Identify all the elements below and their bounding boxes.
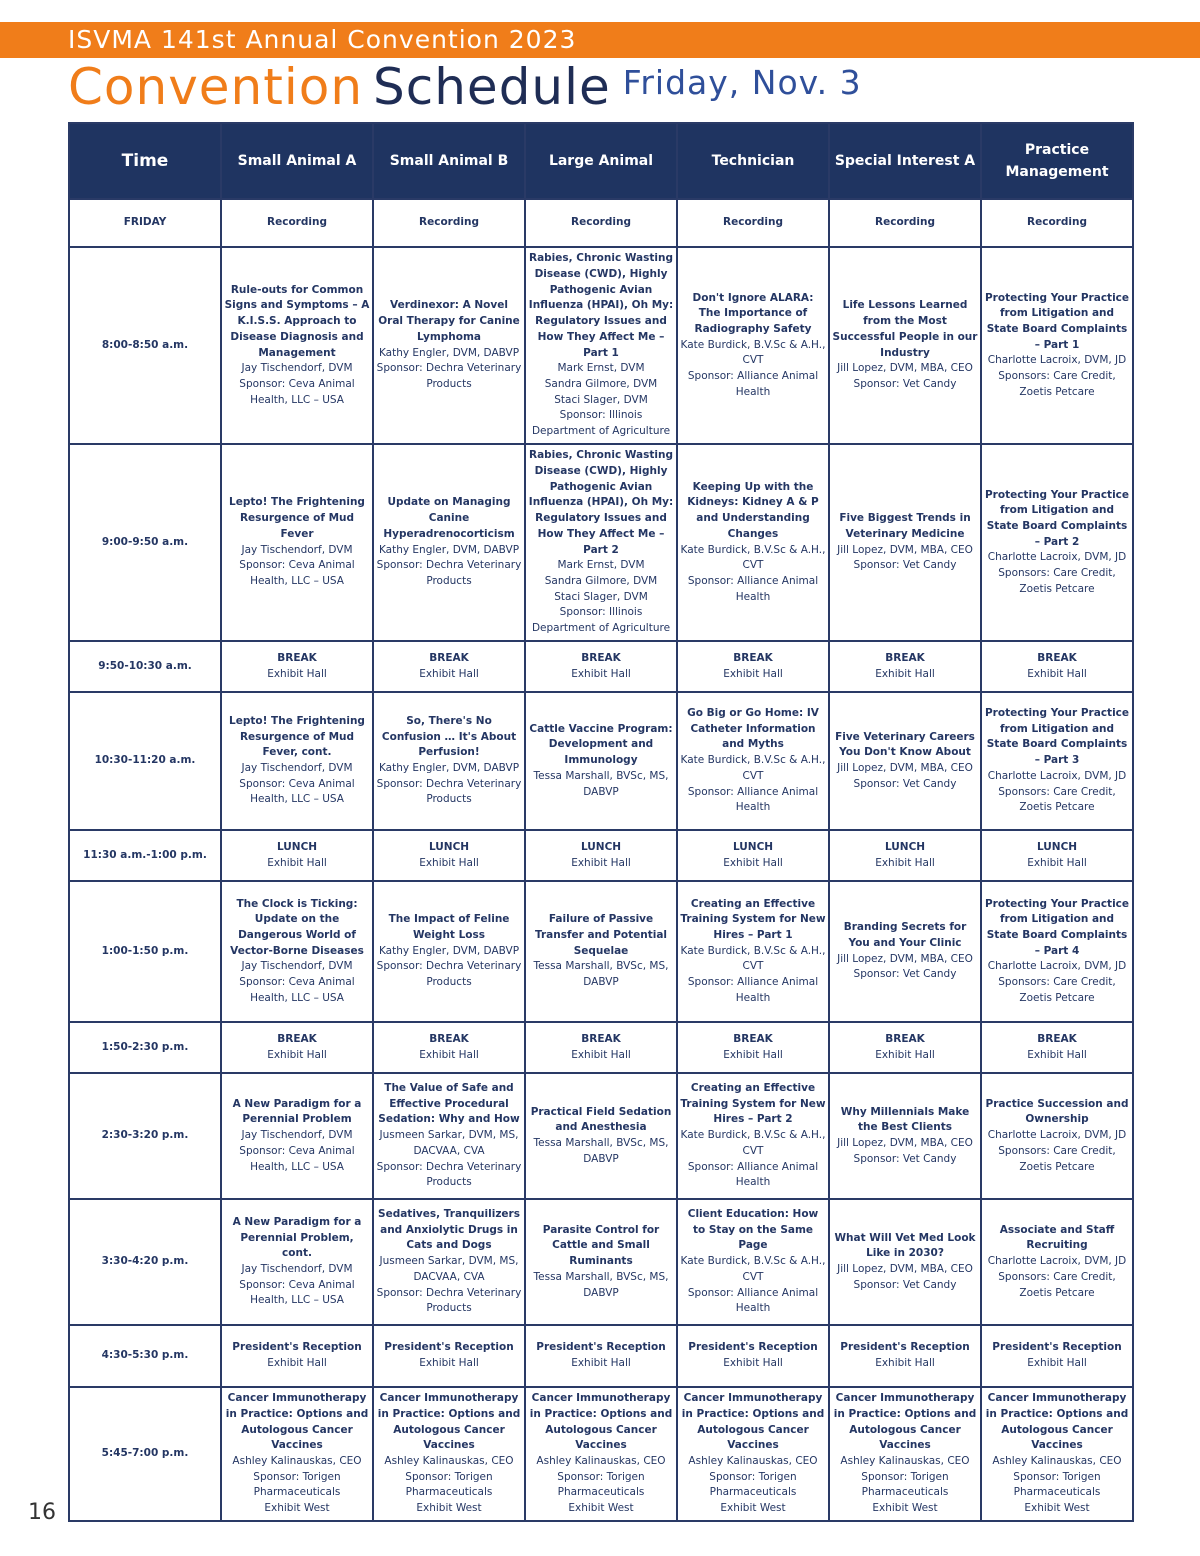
session-title: Go Big or Go Home: IV Catheter Information and Myths xyxy=(687,707,819,751)
table-row xyxy=(69,1387,1133,1521)
session-title: Creating an Effective Training System for New Hires – Part 2 xyxy=(680,1082,826,1126)
session-detail: Sponsors: Care Credit, Zoetis Petcare xyxy=(998,370,1116,398)
break-cell xyxy=(221,1022,373,1073)
break-cell xyxy=(525,830,677,881)
session-detail: Sponsor: Torigen Pharmaceuticals xyxy=(253,1470,341,1499)
session-detail: Exhibit Hall xyxy=(419,856,479,869)
session-detail: Exhibit Hall xyxy=(875,1048,935,1061)
session-title: President's Reception xyxy=(536,1341,666,1354)
session-cell xyxy=(373,692,525,830)
table-row xyxy=(69,1073,1133,1199)
page-number: 16 xyxy=(28,1500,56,1525)
session-cell xyxy=(221,881,373,1022)
session-detail: Exhibit West xyxy=(416,1502,482,1515)
session-detail: Jill Lopez, DVM, MBA, CEO xyxy=(837,543,973,556)
session-detail: Kate Burdick, B.V.Sc & A.H., CVT xyxy=(680,944,826,973)
session-detail: Sponsor: Dechra Veterinary Products xyxy=(376,777,522,806)
session-title: Cancer Immunotherapy in Practice: Options and Autologous Cancer Vaccines xyxy=(681,1392,825,1452)
session-detail: Ashley Kalinauskas, CEO xyxy=(232,1455,362,1467)
table-row xyxy=(69,1022,1133,1073)
session-detail: Sponsor: Ceva Animal Health, LLC – USA xyxy=(239,1278,355,1307)
session-cell xyxy=(677,881,829,1022)
session-detail: Exhibit Hall xyxy=(723,667,783,680)
session-detail: Sponsor: Vet Candy xyxy=(853,968,957,981)
break-cell xyxy=(221,1325,373,1387)
break-cell xyxy=(525,1325,677,1387)
session-title: BREAK xyxy=(1037,651,1077,664)
session-detail: Ashley Kalinauskas, CEO xyxy=(688,1455,818,1467)
session-detail: Kate Burdick, B.V.Sc & A.H., CVT xyxy=(680,1255,826,1283)
session-detail: Exhibit Hall xyxy=(267,856,327,869)
session-title: Client Education: How to Stay on the Same Page xyxy=(687,1208,819,1252)
session-cell xyxy=(525,1199,677,1325)
session-title: LUNCH xyxy=(428,840,470,853)
session-cell xyxy=(221,444,373,641)
session-detail: Sponsor: Alliance Animal Health xyxy=(687,1160,819,1189)
column-header: Special Interest A xyxy=(829,123,981,199)
break-cell xyxy=(981,1022,1133,1073)
session-detail: Sponsor: Torigen Pharmaceuticals xyxy=(557,1470,645,1499)
session-detail: Sponsor: Ceva Animal Health, LLC – USA xyxy=(239,777,355,806)
session-detail: Jay Tischendorf, DVM xyxy=(241,1263,353,1275)
session-detail: Sponsor: Torigen Pharmaceuticals xyxy=(709,1470,797,1499)
break-cell xyxy=(829,830,981,881)
session-cell xyxy=(677,1073,829,1199)
session-cell xyxy=(677,692,829,830)
time-cell: 8:00-8:50 a.m. xyxy=(69,247,221,444)
session-title: President's Reception xyxy=(688,1341,818,1354)
session-cell xyxy=(981,881,1133,1022)
session-detail: Jill Lopez, DVM, MBA, CEO xyxy=(837,1263,973,1275)
session-title: Verdinexor: A Novel Oral Therapy for Canine Lymphoma xyxy=(378,299,520,343)
session-title: Rabies, Chronic Wasting Disease (CWD), Highly Pathogenic Avian Influenza (HPAI), Oh My: Regulatory Issues and How They Affect Me – Part 1 xyxy=(528,252,674,359)
session-title: The Clock is Ticking: Update on the Dangerous World of Vector-Borne Diseases xyxy=(230,897,364,957)
session-title: Protecting Your Practice from Litigation and State Board Complaints – Part 1 xyxy=(984,291,1130,351)
session-cell xyxy=(981,692,1133,830)
break-cell xyxy=(829,1325,981,1387)
session-cell xyxy=(221,1073,373,1199)
session-detail: Sponsor: Ceva Animal Health, LLC – USA xyxy=(239,1144,355,1173)
session-detail: Sponsor: Dechra Veterinary Products xyxy=(376,559,522,587)
session-title: BREAK xyxy=(277,651,317,664)
session-detail: Kate Burdick, B.V.Sc & A.H., CVT xyxy=(680,754,826,782)
session-cell xyxy=(525,1387,677,1521)
session-cell xyxy=(373,247,525,444)
session-detail: Exhibit Hall xyxy=(875,1357,935,1369)
session-detail: Kathy Engler, DVM, DABVP xyxy=(378,762,520,774)
session-title: BREAK xyxy=(1037,1032,1077,1045)
break-cell xyxy=(373,830,525,881)
session-title: Protecting Your Practice from Litigation and State Board Complaints – Part 4 xyxy=(984,897,1130,957)
title-day: Friday, Nov. 3 xyxy=(622,63,862,102)
session-detail: Charlotte Lacroix, DVM, JD xyxy=(987,960,1127,973)
session-cell xyxy=(525,881,677,1022)
session-detail: Sponsor: Alliance Animal Health xyxy=(687,574,819,603)
session-cell xyxy=(677,1387,829,1521)
session-detail: Jay Tischendorf, DVM xyxy=(241,762,353,774)
session-cell xyxy=(221,247,373,444)
session-title: President's Reception xyxy=(840,1341,970,1354)
session-title: LUNCH xyxy=(580,840,622,853)
session-cell xyxy=(677,247,829,444)
session-cell xyxy=(829,692,981,830)
session-detail: Sponsor: Dechra Veterinary Products xyxy=(376,960,522,989)
session-title: BREAK xyxy=(429,651,469,664)
session-title: Why Millennials Make the Best Clients xyxy=(840,1105,970,1134)
session-detail: Exhibit West xyxy=(872,1502,938,1515)
break-cell xyxy=(677,641,829,692)
session-title: Cancer Immunotherapy in Practice: Options and Autologous Cancer Vaccines xyxy=(833,1392,977,1452)
column-header-time: Time xyxy=(69,123,221,199)
session-cell xyxy=(981,444,1133,641)
session-detail: Sponsor: Torigen Pharmaceuticals xyxy=(1013,1470,1101,1499)
session-detail: Charlotte Lacroix, DVM, JD xyxy=(987,769,1127,782)
break-cell xyxy=(677,830,829,881)
session-detail: Sponsor: Illinois Department of Agriculture xyxy=(531,606,671,635)
session-cell xyxy=(221,692,373,830)
session-title: Associate and Staff Recruiting xyxy=(999,1223,1115,1252)
session-title: A New Paradigm for a Perennial Problem, cont. xyxy=(232,1215,362,1260)
session-title: LUNCH xyxy=(1036,840,1078,853)
column-header: Large Animal xyxy=(525,123,677,199)
session-detail: Sponsor: Illinois Department of Agriculture xyxy=(531,409,671,438)
session-title: Five Veterinary Careers You Don't Know About xyxy=(835,730,975,759)
time-cell: 1:00-1:50 p.m. xyxy=(69,881,221,1022)
session-title: Don't Ignore ALARA: The Importance of Radiography Safety xyxy=(692,291,814,335)
recording-cell: Recording xyxy=(981,199,1133,247)
break-cell xyxy=(221,641,373,692)
session-detail: Kate Burdick, B.V.Sc & A.H., CVT xyxy=(680,543,826,572)
page-title xyxy=(68,58,862,116)
column-header: Practice Management xyxy=(981,123,1133,199)
session-title: The Value of Safe and Effective Procedural Sedation: Why and How xyxy=(378,1082,520,1126)
session-detail: Exhibit Hall xyxy=(1027,1357,1087,1369)
break-cell xyxy=(981,830,1133,881)
session-detail: Ashley Kalinauskas, CEO xyxy=(536,1455,666,1467)
session-title: A New Paradigm for a Perennial Problem xyxy=(232,1097,362,1126)
session-detail: Mark Ernst, DVM xyxy=(557,559,645,572)
session-detail: Exhibit Hall xyxy=(723,1048,783,1061)
session-title: BREAK xyxy=(429,1032,469,1045)
session-detail: Kathy Engler, DVM, DABVP xyxy=(378,543,520,556)
session-detail: Tessa Marshall, BVSc, MS, DABVP xyxy=(533,769,669,798)
session-detail: Exhibit Hall xyxy=(571,856,631,869)
session-detail: Exhibit Hall xyxy=(723,1357,783,1369)
table-row xyxy=(69,247,1133,444)
table-row xyxy=(69,692,1133,830)
session-detail: Sponsor: Vet Candy xyxy=(853,1278,957,1291)
session-title: Lepto! The Frightening Resurgence of Mud Fever xyxy=(229,496,365,540)
session-detail: Jusmeen Sarkar, DVM, MS, DACVAA, CVA xyxy=(379,1129,519,1157)
session-cell xyxy=(525,1073,677,1199)
session-detail: Charlotte Lacroix, DVM, JD xyxy=(987,551,1127,564)
time-cell: 4:30-5:30 p.m. xyxy=(69,1325,221,1387)
session-detail: Sandra Gilmore, DVM xyxy=(544,574,658,587)
session-detail: Tessa Marshall, BVSc, MS, DABVP xyxy=(533,1270,669,1299)
session-title: So, There's No Confusion … It's About Perfusion! xyxy=(381,714,517,759)
time-cell: 3:30-4:20 p.m. xyxy=(69,1199,221,1325)
title-word-convention: Convention xyxy=(68,58,364,116)
session-cell xyxy=(373,444,525,641)
session-detail: Sponsor: Dechra Veterinary Products xyxy=(376,1286,522,1315)
session-title: What Will Vet Med Look Like in 2030? xyxy=(834,1231,976,1260)
session-detail: Jill Lopez, DVM, MBA, CEO xyxy=(837,1137,973,1149)
session-detail: Exhibit West xyxy=(1024,1502,1090,1515)
session-detail: Exhibit West xyxy=(720,1502,786,1515)
recording-cell: Recording xyxy=(829,199,981,247)
session-detail: Sponsor: Alliance Animal Health xyxy=(687,976,819,1004)
session-detail: Exhibit Hall xyxy=(571,1048,631,1061)
session-title: Rabies, Chronic Wasting Disease (CWD), Highly Pathogenic Avian Influenza (HPAI), Oh My: Regulatory Issues and How They Affect Me – Part 2 xyxy=(528,449,674,556)
session-detail: Exhibit Hall xyxy=(267,667,327,680)
session-title: President's Reception xyxy=(992,1341,1122,1354)
session-title: Rule-outs for Common Signs and Symptoms – A K.I.S.S. Approach to Disease Diagnosis and Management xyxy=(224,283,370,359)
table-row xyxy=(69,1199,1133,1325)
session-detail: Exhibit Hall xyxy=(875,856,935,869)
session-title: Life Lessons Learned from the Most Successful People in our Industry xyxy=(832,299,978,359)
session-cell xyxy=(373,1073,525,1199)
session-title: President's Reception xyxy=(384,1341,514,1354)
recording-cell: Recording xyxy=(221,199,373,247)
session-detail: Sponsor: Vet Candy xyxy=(853,377,957,390)
session-detail: Ashley Kalinauskas, CEO xyxy=(384,1455,514,1467)
session-detail: Sponsor: Dechra Veterinary Products xyxy=(376,362,522,390)
session-detail: Charlotte Lacroix, DVM, JD xyxy=(987,1129,1127,1142)
session-detail: Sponsors: Care Credit, Zoetis Petcare xyxy=(998,1270,1116,1299)
session-detail: Sponsors: Care Credit, Zoetis Petcare xyxy=(998,785,1116,814)
session-title: LUNCH xyxy=(276,840,318,853)
session-detail: Charlotte Lacroix, DVM, JD xyxy=(987,1255,1127,1268)
session-cell xyxy=(829,881,981,1022)
session-title: Keeping Up with the Kidneys: Kidney A & P and Understanding Changes xyxy=(687,480,819,540)
session-detail: Staci Slager, DVM xyxy=(554,393,648,406)
session-detail: Exhibit Hall xyxy=(419,1357,479,1369)
time-cell: 11:30 a.m.-1:00 p.m. xyxy=(69,830,221,881)
session-title: Cancer Immunotherapy in Practice: Options and Autologous Cancer Vaccines xyxy=(985,1392,1129,1452)
session-title: LUNCH xyxy=(884,840,926,853)
column-header: Technician xyxy=(677,123,829,199)
session-cell xyxy=(829,444,981,641)
session-title: President's Reception xyxy=(232,1341,362,1354)
session-title: BREAK xyxy=(277,1032,317,1045)
session-detail: Sponsor: Dechra Veterinary Products xyxy=(376,1160,522,1189)
session-cell xyxy=(221,1387,373,1521)
session-detail: Tessa Marshall, BVSc, MS, DABVP xyxy=(533,960,669,989)
break-cell xyxy=(373,641,525,692)
session-detail: Exhibit Hall xyxy=(571,667,631,680)
time-cell: 10:30-11:20 a.m. xyxy=(69,692,221,830)
session-detail: Sponsors: Care Credit, Zoetis Petcare xyxy=(998,567,1116,595)
session-detail: Jill Lopez, DVM, MBA, CEO xyxy=(837,952,973,965)
session-detail: Exhibit Hall xyxy=(419,667,479,680)
session-detail: Kate Burdick, B.V.Sc & A.H., CVT xyxy=(680,338,826,367)
session-title: BREAK xyxy=(885,1032,925,1045)
session-detail: Exhibit Hall xyxy=(419,1048,479,1061)
session-detail: Staci Slager, DVM xyxy=(554,590,648,603)
schedule-table xyxy=(68,122,1134,1522)
recording-cell: Recording xyxy=(373,199,525,247)
break-cell xyxy=(829,1022,981,1073)
session-detail: Sponsor: Alliance Animal Health xyxy=(687,785,819,814)
session-cell xyxy=(373,1387,525,1521)
session-title: Parasite Control for Cattle and Small Ruminants xyxy=(542,1223,660,1268)
session-title: Update on Managing Canine Hyperadrenocorticism xyxy=(383,496,515,540)
schedule-body xyxy=(69,199,1133,1521)
session-detail: Exhibit Hall xyxy=(1027,1048,1087,1061)
session-detail: Sponsor: Alliance Animal Health xyxy=(687,370,819,398)
session-title: Protecting Your Practice from Litigation and State Board Complaints – Part 3 xyxy=(984,707,1130,767)
session-detail: Exhibit West xyxy=(264,1502,330,1515)
session-title: Protecting Your Practice from Litigation and State Board Complaints – Part 2 xyxy=(984,488,1130,548)
table-row xyxy=(69,199,1133,247)
session-detail: Sponsors: Care Credit, Zoetis Petcare xyxy=(998,1144,1116,1173)
session-cell xyxy=(677,444,829,641)
header-banner xyxy=(0,22,1200,58)
session-title: Practice Succession and Ownership xyxy=(985,1097,1129,1126)
session-title: LUNCH xyxy=(732,840,774,853)
table-row xyxy=(69,444,1133,641)
session-detail: Charlotte Lacroix, DVM, JD xyxy=(987,354,1127,367)
session-detail: Ashley Kalinauskas, CEO xyxy=(992,1455,1122,1467)
session-title: Cattle Vaccine Program: Development and Immunology xyxy=(529,722,673,767)
session-cell xyxy=(829,1387,981,1521)
session-title: Creating an Effective Training System for New Hires – Part 1 xyxy=(680,897,826,941)
session-cell xyxy=(981,1073,1133,1199)
session-title: Sedatives, Tranquilizers and Anxiolytic Drugs in Cats and Dogs xyxy=(378,1208,520,1252)
time-cell: FRIDAY xyxy=(69,199,221,247)
session-title: The Impact of Feline Weight Loss xyxy=(388,913,510,941)
session-detail: Jay Tischendorf, DVM xyxy=(241,543,353,556)
session-cell xyxy=(981,1199,1133,1325)
session-detail: Exhibit Hall xyxy=(1027,856,1087,869)
title-word-schedule: Schedule xyxy=(373,58,611,116)
session-detail: Jill Lopez, DVM, MBA, CEO xyxy=(837,362,973,375)
session-detail: Jay Tischendorf, DVM xyxy=(241,362,353,375)
session-cell xyxy=(829,1073,981,1199)
column-header: Small Animal B xyxy=(373,123,525,199)
break-cell xyxy=(373,1325,525,1387)
table-row xyxy=(69,881,1133,1022)
session-detail: Exhibit Hall xyxy=(875,667,935,680)
session-cell xyxy=(373,1199,525,1325)
session-cell xyxy=(981,247,1133,444)
session-cell xyxy=(829,1199,981,1325)
recording-cell: Recording xyxy=(525,199,677,247)
session-cell xyxy=(829,247,981,444)
time-cell: 1:50-2:30 p.m. xyxy=(69,1022,221,1073)
session-title: BREAK xyxy=(733,1032,773,1045)
session-detail: Exhibit Hall xyxy=(723,856,783,869)
session-title: Branding Secrets for You and Your Clinic xyxy=(843,921,967,949)
session-title: BREAK xyxy=(581,1032,621,1045)
session-detail: Sponsor: Ceva Animal Health, LLC – USA xyxy=(239,976,355,1004)
session-detail: Jill Lopez, DVM, MBA, CEO xyxy=(837,762,973,774)
session-detail: Exhibit Hall xyxy=(571,1357,631,1369)
session-title: Cancer Immunotherapy in Practice: Options and Autologous Cancer Vaccines xyxy=(225,1392,369,1452)
session-detail: Kate Burdick, B.V.Sc & A.H., CVT xyxy=(680,1129,826,1157)
session-detail: Exhibit Hall xyxy=(1027,667,1087,680)
header-row xyxy=(69,123,1133,199)
session-detail: Mark Ernst, DVM xyxy=(557,362,645,375)
session-detail: Sponsors: Care Credit, Zoetis Petcare xyxy=(998,976,1116,1004)
session-detail: Ashley Kalinauskas, CEO xyxy=(840,1455,970,1467)
session-detail: Exhibit Hall xyxy=(267,1357,327,1369)
break-cell xyxy=(981,1325,1133,1387)
session-detail: Exhibit Hall xyxy=(267,1048,327,1061)
break-cell xyxy=(373,1022,525,1073)
session-detail: Sponsor: Vet Candy xyxy=(853,777,957,790)
session-title: Cancer Immunotherapy in Practice: Options and Autologous Cancer Vaccines xyxy=(377,1392,521,1452)
session-detail: Exhibit West xyxy=(568,1502,634,1515)
session-detail: Sponsor: Ceva Animal Health, LLC – USA xyxy=(239,559,355,587)
time-cell: 2:30-3:20 p.m. xyxy=(69,1073,221,1199)
session-title: Cancer Immunotherapy in Practice: Options and Autologous Cancer Vaccines xyxy=(529,1392,673,1452)
session-detail: Sponsor: Vet Candy xyxy=(853,559,957,572)
time-cell: 9:50-10:30 a.m. xyxy=(69,641,221,692)
time-cell: 9:00-9:50 a.m. xyxy=(69,444,221,641)
session-title: BREAK xyxy=(733,651,773,664)
session-detail: Jay Tischendorf, DVM xyxy=(241,1129,353,1142)
break-cell xyxy=(525,1022,677,1073)
banner-text: ISVMA 141st Annual Convention 2023 xyxy=(68,25,577,54)
recording-cell: Recording xyxy=(677,199,829,247)
session-cell xyxy=(981,1387,1133,1521)
column-header: Small Animal A xyxy=(221,123,373,199)
session-title: Five Biggest Trends in Veterinary Medicine xyxy=(839,512,971,540)
session-detail: Kathy Engler, DVM, DABVP xyxy=(378,346,520,359)
break-cell xyxy=(677,1325,829,1387)
session-detail: Jay Tischendorf, DVM xyxy=(241,960,353,973)
break-cell xyxy=(221,830,373,881)
session-detail: Sponsor: Vet Candy xyxy=(853,1152,957,1165)
session-detail: Sponsor: Ceva Animal Health, LLC – USA xyxy=(239,377,355,406)
session-title: BREAK xyxy=(885,651,925,664)
session-cell xyxy=(525,247,677,444)
session-title: Practical Field Sedation and Anesthesia xyxy=(530,1105,672,1134)
session-title: Lepto! The Frightening Resurgence of Mud Fever, cont. xyxy=(229,714,365,759)
session-title: Failure of Passive Transfer and Potential Sequelae xyxy=(534,913,668,957)
table-row xyxy=(69,1325,1133,1387)
session-detail: Sponsor: Alliance Animal Health xyxy=(687,1286,819,1315)
session-detail: Sandra Gilmore, DVM xyxy=(544,377,658,390)
table-row xyxy=(69,641,1133,692)
session-detail: Sponsor: Torigen Pharmaceuticals xyxy=(405,1470,493,1499)
break-cell xyxy=(981,641,1133,692)
break-cell xyxy=(677,1022,829,1073)
session-cell xyxy=(525,444,677,641)
session-cell xyxy=(373,881,525,1022)
session-cell xyxy=(221,1199,373,1325)
session-cell xyxy=(525,692,677,830)
session-cell xyxy=(677,1199,829,1325)
session-detail: Tessa Marshall, BVSc, MS, DABVP xyxy=(533,1137,669,1165)
session-detail: Sponsor: Torigen Pharmaceuticals xyxy=(861,1470,949,1499)
time-cell: 5:45-7:00 p.m. xyxy=(69,1387,221,1521)
break-cell xyxy=(829,641,981,692)
session-title: BREAK xyxy=(581,651,621,664)
break-cell xyxy=(525,641,677,692)
session-detail: Jusmeen Sarkar, DVM, MS, DACVAA, CVA xyxy=(379,1255,519,1283)
session-detail: Kathy Engler, DVM, DABVP xyxy=(378,944,520,957)
table-row xyxy=(69,830,1133,881)
